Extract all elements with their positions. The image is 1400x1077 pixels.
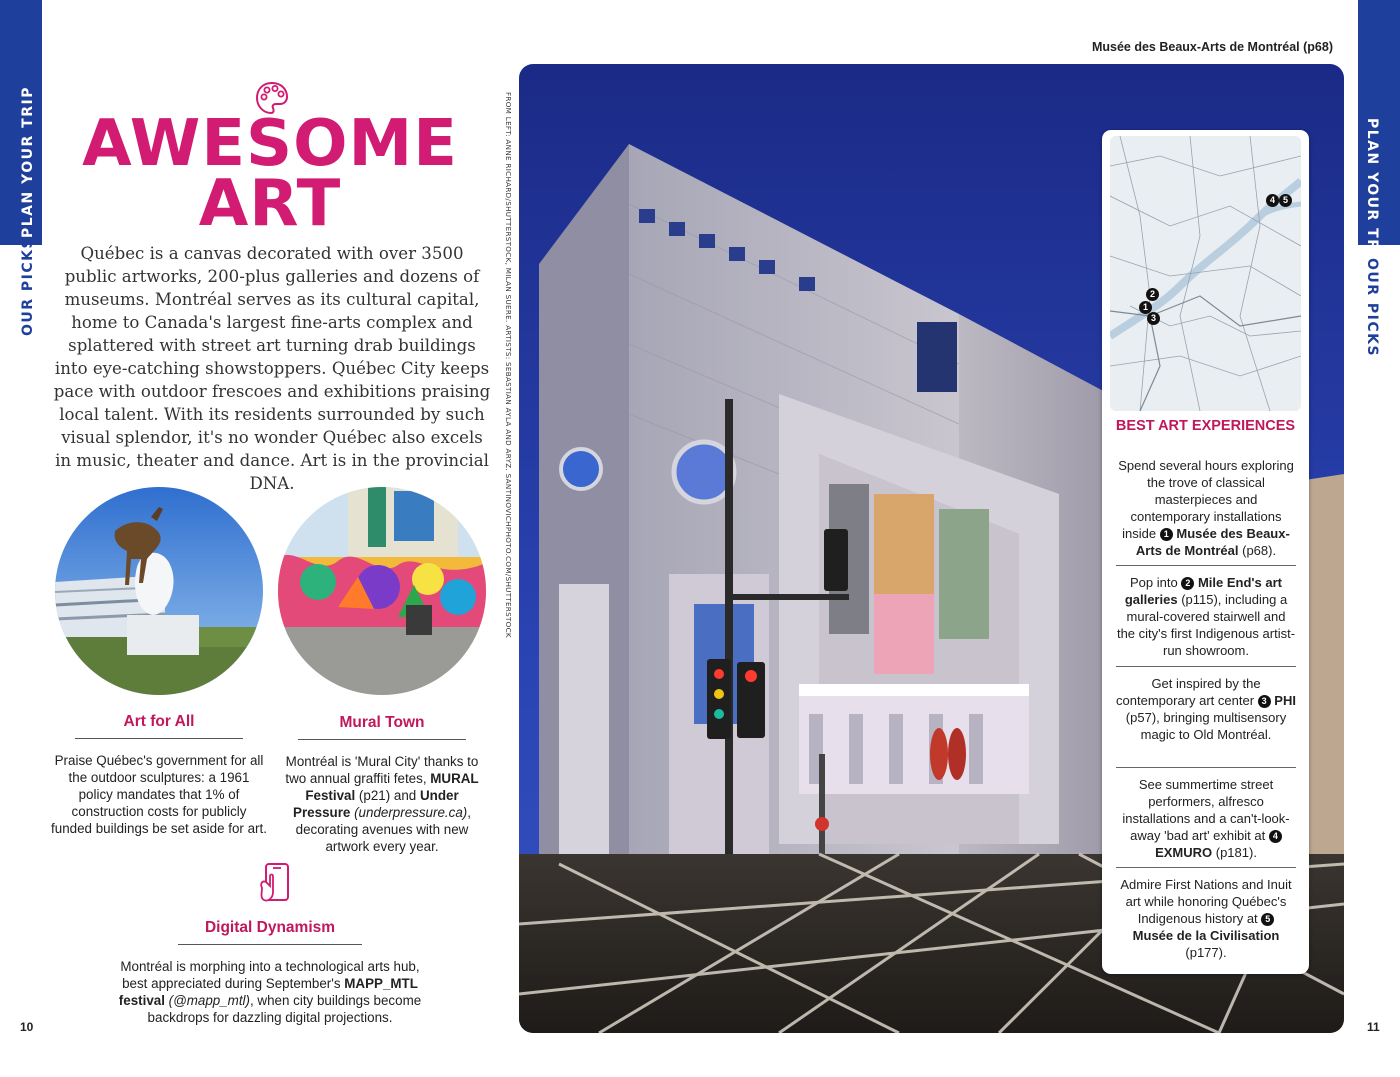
subsection-label: OUR PICKS (1364, 258, 1380, 358)
card-heading-digital-dynamism: Digital Dynamism (178, 919, 362, 945)
pick-number-badge: 2 (1181, 577, 1194, 590)
card-body-mural-town: Montréal is 'Mural City' thanks to two annual graffiti fetes, MURAL Festival (p21) and Under Pressure (underpressure.ca), decorating avenues with new artwork every year. (285, 754, 479, 854)
photo-credit: FROM LEFT: ANNE RICHARD/SHUTTERSTOCK, MILAN SUERE. ARTISTS: SEBASTIAN AYLA AND ARYZ. SANTINOVICHPHOTO.COM/SHUTTERSTOCK (504, 92, 513, 638)
title-line-1: AWESOME (82, 107, 458, 181)
pick-item: Spend several hours exploring the trove of classical masterpieces and contemporary installations inside 1 Musée des Beaux-Arts de Montréal (p68). (1118, 458, 1294, 558)
best-art-heading: BEST ART EXPERIENCES (1115, 418, 1296, 434)
sculpture-photo (55, 487, 263, 695)
page-number-left: 10 (20, 1020, 34, 1034)
pick-number-badge: 3 (1258, 695, 1271, 708)
card-body-art-for-all: Praise Québec's government for all the outdoor sculptures: a 1961 policy mandates that 1% of construction costs for publicly funded buildings be set aside for art. (51, 753, 267, 836)
pick-number-badge: 4 (1269, 830, 1282, 843)
page-number-right: 11 (1367, 1020, 1380, 1034)
map-marker-1[interactable]: 1 (1139, 301, 1152, 314)
map-marker-2[interactable]: 2 (1146, 288, 1159, 301)
intro-paragraph: Québec is a canvas decorated with over 3500 public artworks, 200-plus galleries and dozens of museums. Montréal serves as its cultural capital, home to Canada's largest fine-arts complex and splattered with street art turning drab buildings into eye-catching showstoppers. Québec City keeps pace with outdoor frescoes and exhibitions praising local talent. With its residents surrounded by such visual splendor, it's no wonder Québec also excels in music, theater and dance. Art is in the provincial DNA. (53, 244, 491, 493)
pick-item: Pop into 2 Mile End's art galleries (p115), including a mural-covered stairwell and the city's first Indigenous artist-run showroom. (1116, 575, 1296, 658)
photo-caption: Musée des Beaux-Arts de Montréal (p68) (1091, 40, 1333, 54)
pick-item: Admire First Nations and Inuit art while honoring Québec's Indigenous history at 5 Musée de la Civilisation (p177). (1120, 877, 1292, 960)
pick-number-badge: 5 (1261, 913, 1274, 926)
section-tab-left (0, 0, 42, 1077)
map-marker-5[interactable]: 5 (1279, 194, 1292, 207)
pick-number-badge: 1 (1160, 528, 1173, 541)
divider (1116, 666, 1296, 667)
map-marker-4[interactable]: 4 (1266, 194, 1279, 207)
card-body-digital-dynamism: Montréal is morphing into a technological arts hub, best appreciated during September's MAPP_MTL festival (@mapp_mtl), when city buildings become backdrops for dazzling digital projections. (118, 959, 422, 1025)
divider (1116, 867, 1296, 868)
title-line-2: ART (198, 167, 342, 241)
section-label: PLAN YOUR TRIP (1364, 118, 1380, 270)
mural-photo (278, 487, 486, 695)
map-marker-3[interactable]: 3 (1147, 312, 1160, 325)
section-tab-right (1358, 0, 1400, 1077)
page-title (60, 107, 480, 241)
best-art-experiences-panel (1102, 130, 1309, 974)
card-heading-art-for-all: Art for All (75, 713, 243, 739)
smartphone-touch-icon (256, 862, 296, 904)
card-heading-mural-town: Mural Town (298, 714, 466, 740)
pick-item: Get inspired by the contemporary art center 3 PHI (p57), bringing multisensory magic to Old Montréal. (1116, 676, 1296, 742)
pick-item: See summertime street performers, alfresco installations and a can't-look-away 'bad art' exhibit at 4 EXMURO (p181). (1122, 777, 1290, 860)
region-map[interactable] (1110, 136, 1301, 411)
subsection-label: OUR PICKS (20, 236, 36, 336)
section-label: PLAN YOUR TRIP (20, 86, 36, 238)
divider (1116, 565, 1296, 566)
divider (1116, 767, 1296, 768)
